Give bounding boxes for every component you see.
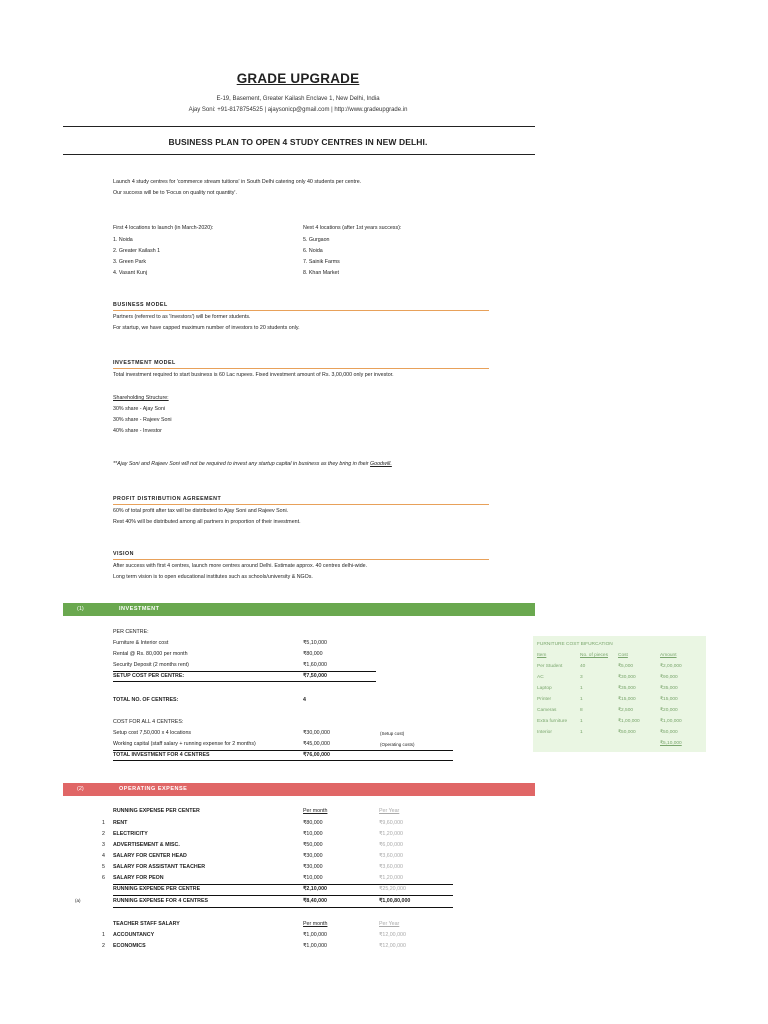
teacher-year: ₹12,00,000 bbox=[379, 932, 406, 938]
furniture-cell: ₹2,00,000 bbox=[660, 664, 682, 669]
total-investment-label: TOTAL INVESTMENT FOR 4 CENTRES bbox=[113, 752, 210, 758]
row-divider bbox=[113, 681, 376, 682]
expense-year: ₹9,60,000 bbox=[379, 820, 403, 826]
operating-expense-section-bar bbox=[63, 783, 535, 796]
four-centres-total-month: ₹8,40,000 bbox=[303, 898, 327, 904]
furniture-cell: Extra furniture bbox=[537, 719, 568, 724]
teacher-year: ₹12,00,000 bbox=[379, 943, 406, 949]
row-divider bbox=[113, 671, 376, 672]
divider bbox=[63, 154, 535, 155]
furniture-cell: ₹35,000 bbox=[618, 686, 636, 691]
per-year-header: Per Year bbox=[379, 921, 400, 927]
furniture-cell: Printer bbox=[537, 697, 552, 702]
expense-month: ₹30,000 bbox=[303, 864, 323, 870]
per-centre-title: PER CENTRE: bbox=[113, 629, 149, 635]
investment-row-value: ₹80,000 bbox=[303, 651, 323, 657]
teacher-month: ₹1,00,000 bbox=[303, 932, 327, 938]
total-centres-label: TOTAL NO. OF CENTRES: bbox=[113, 697, 179, 703]
investment-row-label: Security Deposit (2 months rent) bbox=[113, 662, 189, 668]
furniture-cell: Cameras bbox=[537, 708, 557, 713]
per-month-header: Per month bbox=[303, 921, 328, 927]
vision-line: Long term vision is to open educational institutes such as schools/university & NGOs. bbox=[113, 574, 313, 580]
furniture-cell: ₹35,000 bbox=[660, 686, 678, 691]
row-divider bbox=[113, 884, 453, 885]
contact-text: Ajay Soni: +91-8178754525 | ajaysonicp@gmail.com | http://www.gradeupgrade.in bbox=[188, 107, 408, 113]
expense-label: SALARY FOR PEON bbox=[113, 875, 164, 881]
furniture-cell: ₹1,00,000 bbox=[660, 719, 682, 724]
setup-all-label: Setup cost 7,50,000 x 4 locations bbox=[113, 730, 192, 736]
investment-row-label: Rental @ Rs. 80,000 per month bbox=[113, 651, 188, 657]
section-underline bbox=[113, 559, 489, 560]
per-centre-total-label: RUNNING EXPENDE PER CENTRE bbox=[113, 886, 201, 892]
furniture-cell: 1 bbox=[580, 730, 583, 735]
location-item: 2. Greater Kailash 1 bbox=[113, 248, 161, 254]
expense-month: ₹10,000 bbox=[303, 875, 323, 881]
per-year-header: Per Year bbox=[379, 808, 400, 814]
furniture-total: ₹5,10,000 bbox=[660, 741, 682, 746]
furniture-cell: 1 bbox=[580, 719, 583, 724]
business-model-heading: BUSINESS MODEL bbox=[113, 302, 168, 308]
next-locations-title: Next 4 locations (after 1st years success): bbox=[303, 225, 402, 231]
divider bbox=[63, 126, 535, 127]
furniture-cell: 3 bbox=[580, 675, 583, 680]
section-underline bbox=[113, 368, 489, 369]
furniture-title: FURNITURE COST BIFURCATION bbox=[537, 642, 613, 647]
investment-model-line: Total investment required to start business is 60 Lac rupees. Fixed investment amount of Rs. 3,00,000 only per investor. bbox=[113, 372, 394, 378]
furniture-cost-box bbox=[533, 636, 706, 752]
section-underline bbox=[113, 504, 489, 505]
page-title: GRADE UPGRADE bbox=[236, 71, 360, 86]
expense-year: ₹3,60,000 bbox=[379, 853, 403, 859]
goodwill-note bbox=[113, 461, 392, 467]
teacher-label: ECONOMICS bbox=[113, 943, 146, 949]
row-number: 1 bbox=[102, 820, 105, 826]
expense-month: ₹30,000 bbox=[303, 853, 323, 859]
investment-row-label: Furniture & Interior cost bbox=[113, 640, 169, 646]
furniture-cell: ₹5,000 bbox=[618, 664, 634, 669]
section-underline bbox=[113, 310, 489, 311]
furniture-cell: ₹20,000 bbox=[660, 708, 678, 713]
location-item: 4. Vasant Kunj bbox=[113, 270, 148, 276]
all-centres-title: COST FOR ALL 4 CENTRES: bbox=[113, 719, 184, 725]
per-centre-total-month: ₹2,10,000 bbox=[303, 886, 327, 892]
total-investment-value: ₹76,00,000 bbox=[303, 752, 330, 758]
furniture-cell: ₹50,000 bbox=[618, 730, 636, 735]
furniture-cell: 40 bbox=[580, 664, 586, 669]
row-divider bbox=[113, 760, 453, 761]
section-number: (2) bbox=[77, 786, 84, 792]
profit-heading: PROFIT DISTRIBUTION AGREEMENT bbox=[113, 496, 222, 502]
row-number: 2 bbox=[102, 943, 105, 949]
row-number: 3 bbox=[102, 842, 105, 848]
four-centres-total-year: ₹1,00,80,000 bbox=[379, 898, 411, 904]
furniture-cell: 8 bbox=[580, 708, 583, 713]
row-number: 5 bbox=[102, 864, 105, 870]
document-subtitle: BUSINESS PLAN TO OPEN 4 STUDY CENTRES IN NEW DELHI. bbox=[168, 137, 428, 147]
row-number: 6 bbox=[102, 875, 105, 881]
furniture-header-item: Item bbox=[537, 653, 547, 658]
furniture-cell: ₹1,00,000 bbox=[618, 719, 640, 724]
expense-month: ₹80,000 bbox=[303, 820, 323, 826]
share-item: 30% share - Ajay Soni bbox=[113, 406, 166, 412]
section-number: (1) bbox=[77, 606, 84, 612]
expense-year: ₹6,00,000 bbox=[379, 842, 403, 848]
vision-heading: VISION bbox=[113, 551, 134, 557]
furniture-cell: AC bbox=[537, 675, 544, 680]
row-number: 2 bbox=[102, 831, 105, 837]
furniture-cell: ₹30,000 bbox=[618, 675, 636, 680]
row-number: 4 bbox=[102, 853, 105, 859]
shareholding-title: Shareholding Structure: bbox=[113, 395, 169, 401]
setup-cost-value: ₹7,50,000 bbox=[303, 673, 327, 679]
expense-month: ₹50,000 bbox=[303, 842, 323, 848]
share-item: 40% share - Investor bbox=[113, 428, 162, 434]
furniture-cell: Laptop bbox=[537, 686, 552, 691]
row-divider bbox=[113, 750, 453, 751]
per-centre-total-year: ₹25,20,000 bbox=[379, 886, 406, 892]
four-centres-total-label: RUNNING EXPENSE FOR 4 CENTRES bbox=[113, 898, 209, 904]
location-item: 6. Noida bbox=[303, 248, 323, 254]
address-text: E-19, Basement, Greater Kailash Enclave 1, New Delhi, India bbox=[216, 96, 380, 102]
setup-all-note: (Setup cost) bbox=[380, 731, 405, 736]
location-item: 1. Noida bbox=[113, 237, 133, 243]
expense-label: SALARY FOR ASSISTANT TEACHER bbox=[113, 864, 206, 870]
furniture-cell: ₹90,000 bbox=[660, 675, 678, 680]
working-capital-label: Working capital (staff salary + running expense for 2 months) bbox=[113, 741, 256, 747]
goodwill-link: Goodwill. bbox=[370, 461, 392, 467]
intro-line: Launch 4 study centres for 'commerce stream tuitions' in South Delhi catering only 40 students per centre. bbox=[113, 179, 362, 185]
expense-year: ₹3,60,000 bbox=[379, 864, 403, 870]
first-locations-title: First 4 locations to launch (in March-2020): bbox=[113, 225, 214, 231]
expense-year: ₹1,20,000 bbox=[379, 875, 403, 881]
per-month-header: Per month bbox=[303, 808, 328, 814]
teacher-month: ₹1,00,000 bbox=[303, 943, 327, 949]
furniture-cell: ₹15,000 bbox=[618, 697, 636, 702]
profit-line: 60% of total profit after tax will be distributed to Ajay Soni and Rajeev Soni. bbox=[113, 508, 289, 514]
running-expense-title: RUNNING EXPENSE PER CENTER bbox=[113, 808, 200, 814]
vision-line: After success with first 4 centres, launch more centres around Delhi. Estimate approx. 40 centres delhi-wide. bbox=[113, 563, 368, 569]
business-model-line: For startup, we have capped maximum number of investors to 20 students only. bbox=[113, 325, 300, 331]
furniture-header-pieces: No. of pieces bbox=[580, 653, 608, 658]
expense-label: SALARY FOR CENTER HEAD bbox=[113, 853, 187, 859]
profit-line: Rest 40% will be distributed among all partners in proportion of their investment. bbox=[113, 519, 301, 525]
share-item: 30% share - Rajeev Soni bbox=[113, 417, 172, 423]
teacher-salary-title: TEACHER STAFF SALARY bbox=[113, 921, 180, 927]
investment-row-value: ₹5,10,000 bbox=[303, 640, 327, 646]
section-label: OPERATING EXPENSE bbox=[119, 786, 188, 792]
furniture-cell: 1 bbox=[580, 697, 583, 702]
setup-all-value: ₹30,00,000 bbox=[303, 730, 330, 736]
teacher-label: ACCOUNTANCY bbox=[113, 932, 155, 938]
working-capital-note: (Operating costs) bbox=[380, 742, 415, 747]
goodwill-note-text: **Ajay Soni and Rajeev Soni will not be required to invest any startup capital in business as they bring in their bbox=[113, 461, 371, 467]
location-item: 8. Khan Market bbox=[303, 270, 339, 276]
row-divider bbox=[113, 907, 453, 908]
furniture-cell: Interior bbox=[537, 730, 552, 735]
investment-model-heading: INVESTMENT MODEL bbox=[113, 360, 176, 366]
row-marker: (a) bbox=[75, 898, 81, 903]
furniture-cell: ₹15,000 bbox=[660, 697, 678, 702]
expense-month: ₹10,000 bbox=[303, 831, 323, 837]
furniture-header-amount: Amount bbox=[660, 653, 677, 658]
location-item: 3. Green Park bbox=[113, 259, 146, 265]
section-label: INVESTMENT bbox=[119, 606, 160, 612]
furniture-cell: 1 bbox=[580, 686, 583, 691]
investment-row-value: ₹1,60,000 bbox=[303, 662, 327, 668]
furniture-cell: ₹2,500 bbox=[618, 708, 634, 713]
setup-cost-label: SETUP COST PER CENTRE: bbox=[113, 673, 185, 679]
expense-label: ELECTRICITY bbox=[113, 831, 148, 837]
working-capital-value: ₹45,00,000 bbox=[303, 741, 330, 747]
business-model-line: Partners (referred to as 'Investors') will be former students. bbox=[113, 314, 251, 320]
location-item: 7. Sainik Farms bbox=[303, 259, 340, 265]
furniture-cell: ₹50,000 bbox=[660, 730, 678, 735]
investment-section-bar bbox=[63, 603, 535, 616]
expense-year: ₹1,20,000 bbox=[379, 831, 403, 837]
intro-line: Our success will be to 'Focus on quality not quantity'. bbox=[113, 190, 237, 196]
furniture-cell: Per Student bbox=[537, 664, 563, 669]
expense-label: RENT bbox=[113, 820, 128, 826]
total-centres-value: 4 bbox=[303, 697, 306, 703]
furniture-header-cost: Cost bbox=[618, 653, 628, 658]
row-divider bbox=[113, 895, 453, 896]
location-item: 5. Gurgaon bbox=[303, 237, 330, 243]
expense-label: ADVERTISEMENT & MISC. bbox=[113, 842, 180, 848]
row-number: 1 bbox=[102, 932, 105, 938]
